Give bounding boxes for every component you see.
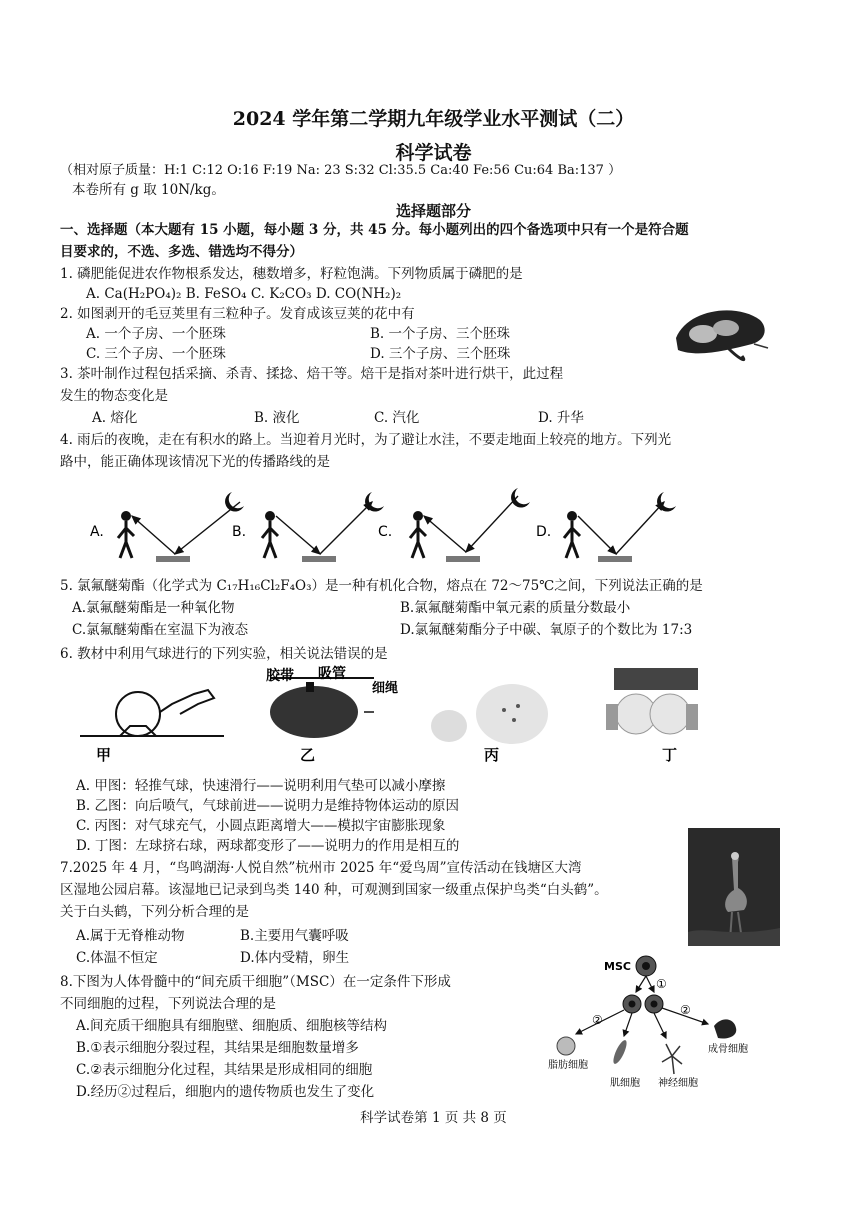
q6-figure-jia bbox=[80, 690, 224, 764]
q2-option-c: C. 三个子房、一个胚珠 bbox=[86, 346, 226, 362]
q6-figure-ding bbox=[606, 668, 698, 764]
q8-option-d: D.经历②过程后，细胞内的遗传物质也发生了变化 bbox=[76, 1084, 375, 1100]
q3-option-c: C. 汽化 bbox=[374, 410, 420, 426]
exam-title: 2024 学年第二学期九年级学业水平测试（二） bbox=[232, 108, 635, 130]
q8-label-muscle-cell: 肌细胞 bbox=[610, 1078, 640, 1089]
q1-stem: 1. 磷肥能促进农作物根系发达，穗数增多，籽粒饱满。下列物质属于磷肥的是 bbox=[60, 266, 523, 282]
q7-stem-2: 区湿地公园启幕。该湿地已记录到鸟类 140 种，可观测到国家一级重点保护鸟类“白头鹤”。 bbox=[60, 882, 608, 898]
q5-option-d: D.氯氟醚菊酯分子中碳、氧原子的个数比为 17:3 bbox=[400, 622, 693, 638]
q5-stem: 5. 氯氟醚菊酯（化学式为 C₁₇H₁₆Cl₂F₄O₃）是一种有机化合物，熔点在 72～75℃之间，下列说法正确的是 bbox=[60, 578, 703, 594]
q7-stem-3: 关于白头鹤，下列分析合理的是 bbox=[60, 904, 249, 920]
q6-option-a: A. 甲图：轻推气球，快速滑行——说明利用气垫可以减小摩擦 bbox=[76, 778, 446, 794]
q7-option-b: B.主要用气囊呼吸 bbox=[240, 928, 349, 944]
q6-stem: 6. 教材中利用气球进行的下列实验，相关说法错误的是 bbox=[60, 646, 388, 662]
q7-option-c: C.体温不恒定 bbox=[76, 950, 158, 966]
q8-label-step2-b: ② bbox=[680, 1003, 691, 1017]
q6-label-yi: 乙 bbox=[300, 746, 316, 764]
q4-label-a: A. bbox=[90, 524, 104, 540]
q4-figure-b bbox=[232, 492, 384, 562]
q6-label-tape: 胶带 bbox=[266, 668, 294, 684]
q1-options: A. Ca(H₂PO₄)₂ B. FeSO₄ C. K₂CO₃ D. CO(NH₂)₂ bbox=[86, 286, 402, 302]
q6-label-jia: 甲 bbox=[96, 746, 112, 764]
q8-option-c: C.②表示细胞分化过程，其结果是形成相同的细胞 bbox=[76, 1062, 373, 1078]
q7-stem-1: 7.2025 年 4 月，“鸟鸣湖海·人悦自然”杭州市 2025 年“爱鸟周”宣传活动在钱塘区大湾 bbox=[60, 860, 582, 876]
q8-label-nerve-cell: 神经细胞 bbox=[658, 1078, 698, 1089]
q6-label-rope: 细绳 bbox=[372, 681, 399, 696]
q3-option-a: A. 熔化 bbox=[92, 410, 138, 426]
q4-label-d: D. bbox=[536, 524, 552, 540]
q8-stem-1: 8.下图为人体骨髓中的“间充质干细胞”（MSC）在一定条件下形成 bbox=[60, 974, 451, 990]
q8-label-step1: ① bbox=[656, 977, 667, 991]
bean-pod-image bbox=[668, 298, 773, 368]
q4-figure-a bbox=[90, 492, 247, 562]
g-note: 本卷所有 g 取 10N/kg。 bbox=[72, 182, 225, 198]
q3-stem-1: 3. 茶叶制作过程包括采摘、杀青、揉捻、焙干等。焙干是指对茶叶进行烘干，此过程 bbox=[60, 366, 564, 382]
q4-label-c: C. bbox=[378, 524, 393, 540]
atomic-masses: （相对原子质量：H:1 C:12 O:16 F:19 Na: 23 S:32 Cl:35.5 Ca:40 Fe:56 Cu:64 Ba:137 ） bbox=[60, 163, 622, 178]
q8-label-fat-cell: 脂肪细胞 bbox=[548, 1060, 588, 1071]
crane-photo bbox=[688, 828, 780, 946]
q6-figure-yi bbox=[266, 665, 398, 764]
exam-subtitle: 科学试卷 bbox=[395, 142, 472, 164]
q8-label-step2-a: ② bbox=[592, 1013, 603, 1027]
q2-option-b: B. 一个子房、三个胚珠 bbox=[370, 326, 511, 342]
q4-stem-1: 4. 雨后的夜晚，走在有积水的路上。当迎着月光时，为了避让水洼，不要走地面上较亮的地方。下列光 bbox=[60, 432, 672, 448]
q3-option-d: D. 升华 bbox=[538, 410, 584, 426]
q2-stem: 2. 如图剥开的毛豆荚里有三粒种子。发育成该豆荚的花中有 bbox=[60, 306, 415, 322]
section-instructions-1: 一、选择题（本大题有 15 小题，每小题 3 分，共 45 分。每小题列出的四个备选项中只有一个是符合题 bbox=[60, 222, 689, 238]
q6-label-ding: 丁 bbox=[662, 746, 678, 764]
q6-figure-bing bbox=[431, 684, 548, 764]
q4-label-b: B. bbox=[232, 524, 247, 540]
q4-figure-d bbox=[536, 492, 676, 562]
q6-label-bing: 丙 bbox=[484, 746, 500, 764]
q4-figure-c bbox=[378, 488, 530, 562]
q8-label-msc: MSC bbox=[604, 960, 631, 973]
q5-option-c: C.氯氟醚菊酯在室温下为液态 bbox=[72, 622, 249, 638]
section-title: 选择题部分 bbox=[395, 202, 471, 220]
q6-balloon-figures bbox=[74, 664, 774, 768]
q6-option-c: C. 丙图：对气球充气，小圆点距离增大——模拟宇宙膨胀现象 bbox=[76, 818, 446, 834]
q8-stem-2: 不同细胞的过程，下列说法合理的是 bbox=[60, 996, 276, 1012]
q2-option-a: A. 一个子房、一个胚珠 bbox=[86, 326, 226, 342]
q6-option-d: D. 丁图：左球挤右球，两球都变形了——说明力的作用是相互的 bbox=[76, 838, 460, 854]
q6-label-straw: 吸管 bbox=[318, 666, 346, 682]
q7-option-a: A.属于无脊椎动物 bbox=[76, 928, 185, 944]
q4-light-path-figures bbox=[80, 484, 680, 570]
q8-option-b: B.①表示细胞分裂过程，其结果是细胞数量增多 bbox=[76, 1040, 359, 1056]
q8-option-a: A.间充质干细胞具有细胞壁、细胞质、细胞核等结构 bbox=[76, 1018, 388, 1034]
q5-option-b: B.氯氟醚菊酯中氧元素的质量分数最小 bbox=[400, 600, 631, 616]
q7-option-d: D.体内受精，卵生 bbox=[240, 950, 350, 966]
page-footer: 科学试卷第 1 页 共 8 页 bbox=[360, 1110, 507, 1126]
q3-option-b: B. 液化 bbox=[254, 410, 300, 426]
q8-label-bone-cell: 成骨细胞 bbox=[708, 1044, 748, 1055]
q4-stem-2: 路中，能正确体现该情况下光的传播路线的是 bbox=[60, 454, 330, 470]
section-instructions-2: 目要求的，不选、多选、错选均不得分） bbox=[60, 244, 303, 260]
q3-stem-2: 发生的物态变化是 bbox=[60, 388, 168, 404]
q8-cell-differentiation-diagram bbox=[548, 952, 774, 1092]
q5-option-a: A.氯氟醚菊酯是一种氧化物 bbox=[72, 600, 235, 616]
q2-option-d: D. 三个子房、三个胚珠 bbox=[370, 346, 511, 362]
q6-option-b: B. 乙图：向后喷气，气球前进——说明力是维持物体运动的原因 bbox=[76, 798, 460, 814]
